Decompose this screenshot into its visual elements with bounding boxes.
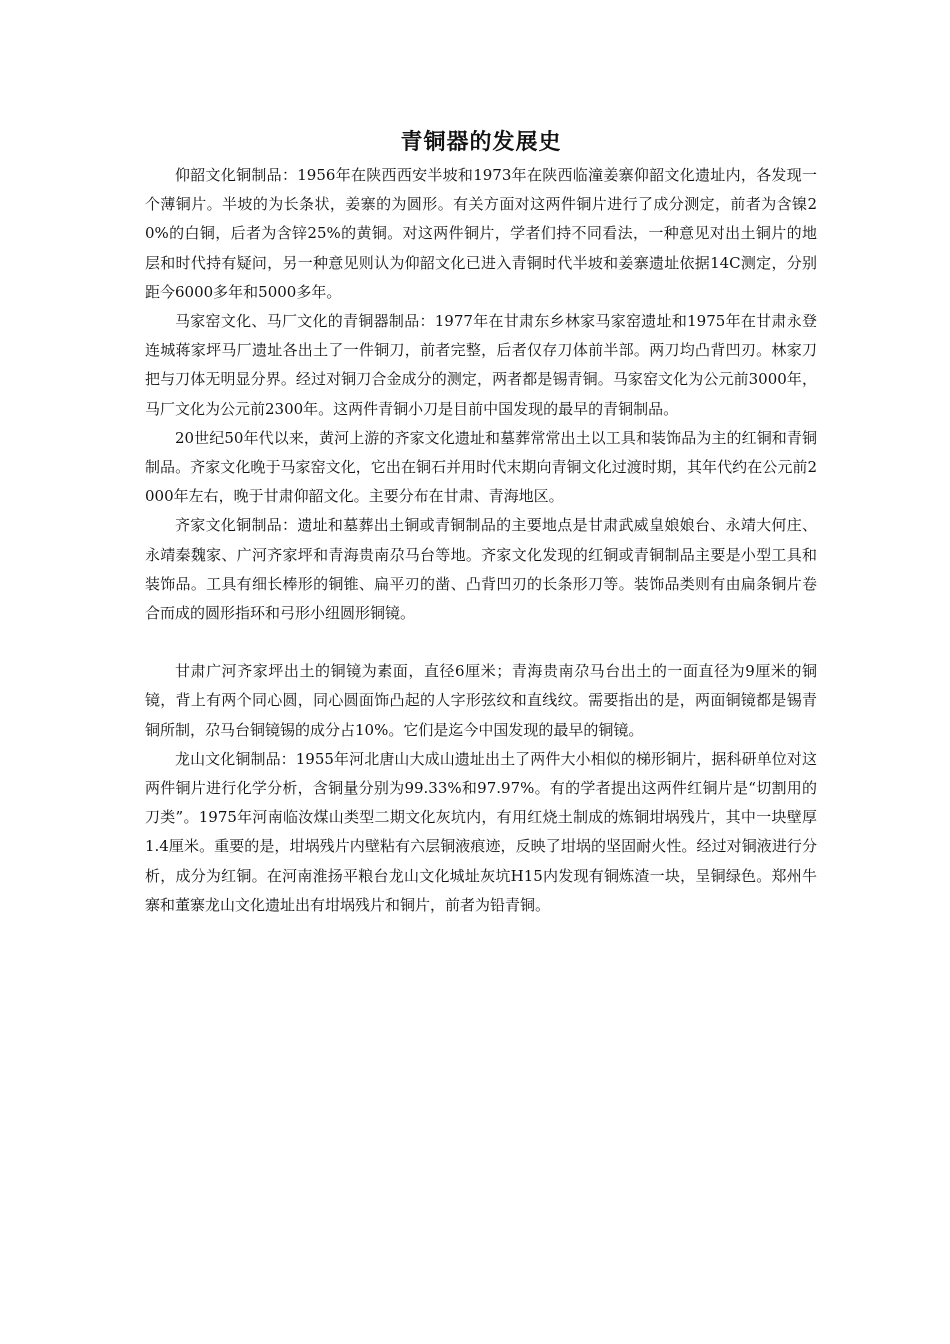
paragraph-spacer bbox=[145, 628, 817, 657]
paragraph-qijia-overview: 20世纪50年代以来，黄河上游的齐家文化遗址和墓葬常常出土以工具和装饰品为主的红铜和青铜制品。齐家文化晚于马家窑文化，它出在铜石并用时代末期向青铜文化过渡时期，其年代约在公元前2000年左右，晚于甘肃仰韶文化。主要分布在甘肃、青海地区。 bbox=[145, 428, 817, 506]
paragraph-yangshao: 仰韶文化铜制品：1956年在陕西西安半坡和1973年在陕西临潼姜寨仰韶文化遗址内，各发现一个薄铜片。半坡的为长条状，姜寨的为圆形。有关方面对这两件铜片进行了成分测定，前者为含镍20%的白铜，后者为含锌25%的黄铜。对这两件铜片，学者们持不同看法，一种意见对出土铜片的地层和时代持有疑问，另一种意见则认为仰韶文化已进入青铜时代半坡和姜寨遗址依据14C测定，分别距今6000多年和5000多年。 bbox=[145, 166, 817, 301]
document-page bbox=[145, 125, 817, 920]
page-title: 青铜器的发展史 bbox=[400, 130, 562, 155]
paragraph-qijia-copper: 齐家文化铜制品：遗址和墓葬出土铜或青铜制品的主要地点是甘肃武威皇娘娘台、永靖大何庄、永靖秦魏家、广河齐家坪和青海贵南尕马台等地。齐家文化发现的红铜或青铜制品主要是小型工具和装饰品。工具有细长棒形的铜锥、扁平刃的凿、凸背凹刃的长条形刀等。装饰品类则有由扁条铜片卷合而成的圆形指环和弓形小纽圆形铜镜。 bbox=[145, 516, 817, 623]
paragraph-longshan: 龙山文化铜制品：1955年河北唐山大成山遗址出土了两件大小相似的梯形铜片，据科研单位对这两件铜片进行化学分析，含铜量分别为99.33%和97.97%。有的学者提出这两件红铜片是“切割用的刀类”。1975年河南临汝煤山类型二期文化灰坑内，有用红烧土制成的炼铜坩埚残片，其中一块壁厚1.4厘米。重要的是，坩埚残片内壁粘有六层铜液痕迹，反映了坩埚的坚固耐火性。经过对铜液进行分析，成分为红铜。在河南淮扬平粮台龙山文化城址灰坑H15内发现有铜炼渣一块，呈铜绿色。郑州牛寨和董寨龙山文化遗址出有坩埚残片和铜片，前者为铅青铜。 bbox=[145, 749, 817, 914]
paragraph-majiayao: 马家窑文化、马厂文化的青铜器制品：1977年在甘肃东乡林家马家窑遗址和1975年在甘肃永登连城蒋家坪马厂遗址各出土了一件铜刀，前者完整，后者仅存刀体前半部。两刀均凸背凹刃。林家刀把与刀体无明显分界。经过对铜刀合金成分的测定，两者都是锡青铜。马家窑文化为公元前3000年，马厂文化为公元前2300年。这两件青铜小刀是目前中国发现的最早的青铜制品。 bbox=[145, 312, 817, 418]
paragraph-bronze-mirrors: 甘肃广河齐家坪出土的铜镜为素面，直径6厘米；青海贵南尕马台出土的一面直径为9厘米的铜镜，背上有两个同心圆，同心圆面饰凸起的人字形弦纹和直线纹。需要指出的是，两面铜镜都是锡青铜所制，尕马台铜镜锡的成分占10%。它们是迄今中国发现的最早的铜镜。 bbox=[145, 662, 817, 739]
